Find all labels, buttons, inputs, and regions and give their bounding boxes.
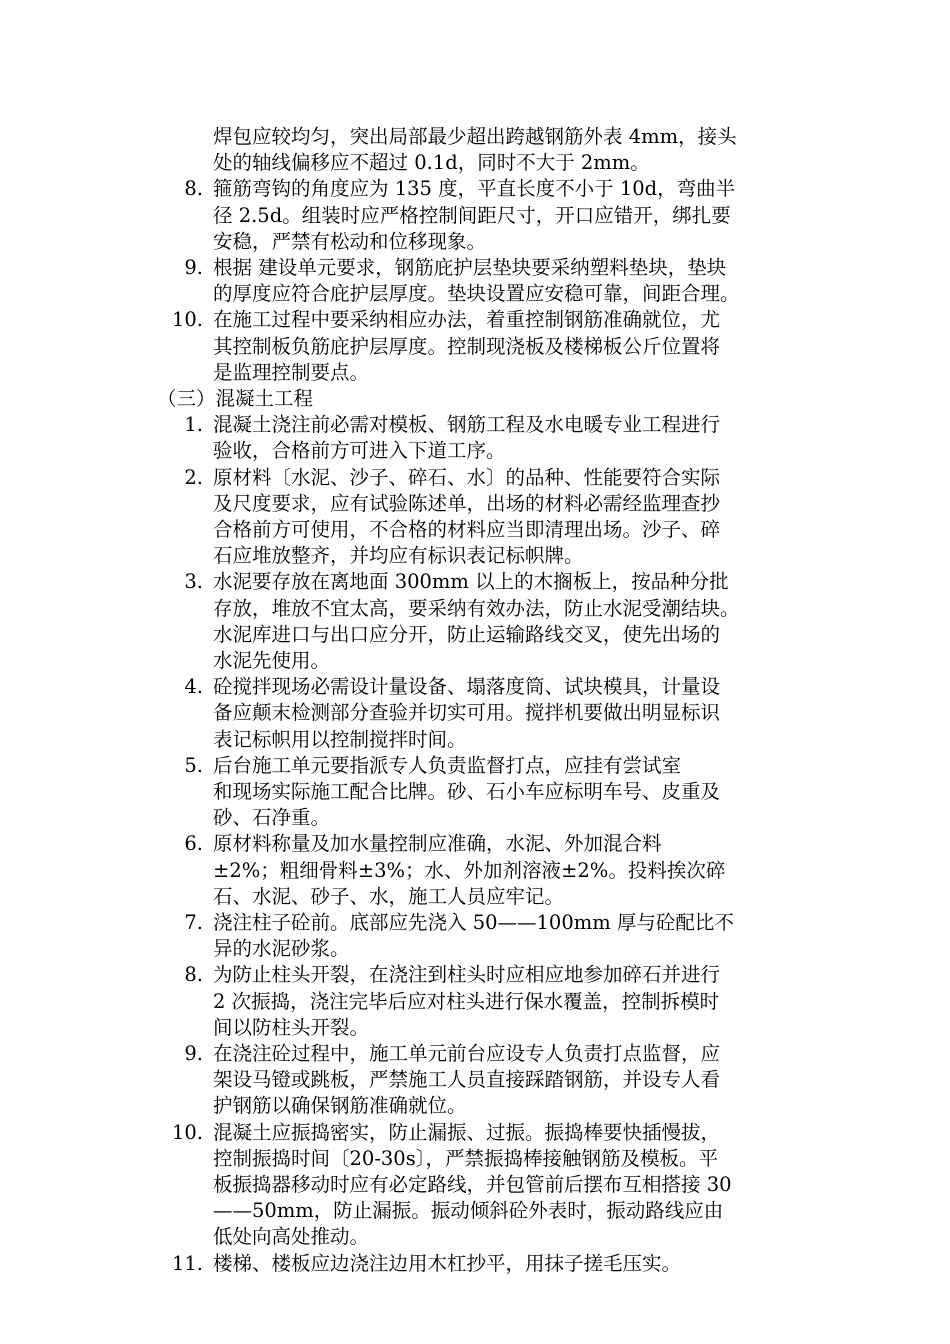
list-item-line xyxy=(0,491,950,517)
list-item-line xyxy=(0,1120,950,1146)
paragraph-line: 石、水泥、砂子、水，施工人员应牢记。 xyxy=(213,884,565,908)
paragraph-line: 及尺度要求，应有试验陈述单，出场的材料必需经监理查抄 xyxy=(213,491,721,515)
paragraph-line: 径 2.5d。组装时应严格控制间距尺寸，开口应错开，绑扎要 xyxy=(213,203,731,227)
list-item-line xyxy=(0,203,950,229)
list-item-line xyxy=(0,727,950,753)
paragraph-line: 焊包应较均匀，突出局部最少超出跨越钢筋外表 4mm，接头 xyxy=(213,125,737,148)
paragraph-line: 备应颠末检测部分查验并切实可用。搅拌机要做出明显标识 xyxy=(213,701,721,725)
paragraph-line: 板振捣器移动时应有必定路线，并包管前后摆布互相搭接 30 xyxy=(213,1173,732,1196)
continuation-line xyxy=(0,150,950,176)
item-number: 4. xyxy=(184,675,203,699)
item-number: 1. xyxy=(184,413,203,437)
paragraph-line: 原材料〔水泥、沙子、碎石、水〕的品种、性能要符合实际 xyxy=(213,465,721,489)
list-item-line xyxy=(0,543,950,569)
paragraph-line: 处的轴线偏移应不超过 0.1d，同时不大于 2mm。 xyxy=(213,151,650,175)
list-item-line xyxy=(0,700,950,726)
item-number: 9. xyxy=(184,256,203,279)
item-number: 10. xyxy=(171,1120,203,1144)
paragraph-line: ±2%；粗细骨料±3%；水、外加剂溶液±2%。投料挨次碎 xyxy=(213,858,726,882)
paragraph-line: 在施工过程中要采纳相应办法，着重控制钢筋准确就位，尤 xyxy=(213,308,721,332)
list-item-line xyxy=(0,779,950,805)
list-item-line xyxy=(0,884,950,910)
paragraph-line: 根据 建设单元要求，钢筋庇护层垫块要采纳塑料垫块，垫块 xyxy=(213,256,727,279)
list-item-line xyxy=(0,334,950,360)
list-item-line xyxy=(0,753,950,779)
list-item-line xyxy=(0,360,950,386)
list-item-line xyxy=(0,176,950,202)
paragraph-line: 安稳，严禁有松动和位移现象。 xyxy=(213,229,487,253)
paragraph-line: 验收，合格前方可进入下道工序。 xyxy=(213,439,506,463)
list-item-line xyxy=(0,989,950,1015)
section-heading-line xyxy=(0,386,950,412)
item-number: 7. xyxy=(184,911,203,934)
list-item-line xyxy=(0,1015,950,1041)
item-number: 5. xyxy=(184,753,203,777)
paragraph-line: 和现场实际施工配合比牌。砂、石小车应标明车号、皮重及 xyxy=(213,780,721,803)
list-item-line xyxy=(0,569,950,595)
paragraph-line: 低处向高处推动。 xyxy=(213,1225,370,1249)
item-number: 2. xyxy=(184,465,203,489)
paragraph-line: ——50mm，防止漏振。振动倾斜砼外表时，振动路线应由 xyxy=(213,1199,724,1223)
list-item-line xyxy=(0,438,950,464)
paragraph-line: 表记标帜用以控制搅拌时间。 xyxy=(213,727,467,751)
paragraph-line: 护钢筋以确保钢筋准确就位。 xyxy=(213,1094,467,1118)
list-item-line xyxy=(0,910,950,936)
paragraph-line: 原材料称量及加水量控制应准确，水泥、外加混合料 xyxy=(213,832,662,856)
paragraph-line: 在浇注砼过程中，施工单元前台应设专人负责打点监督，应 xyxy=(213,1042,721,1065)
list-item-line xyxy=(0,1198,950,1224)
paragraph-line: 存放，堆放不宜太高，要采纳有效办法，防止水泥受潮结块。 xyxy=(213,596,740,620)
paragraph-line: 混凝土应振捣密实，防止漏振、过振。振捣棒要快插慢拔， xyxy=(213,1120,721,1144)
paragraph-line: 为防止柱头开裂，在浇注到柱头时应相应地参加碎石并进行 xyxy=(213,963,721,987)
list-item-line xyxy=(0,936,950,962)
list-item-line xyxy=(0,307,950,333)
paragraph-line: 架设马镫或跳板，严禁施工人员直接踩踏钢筋，并设专人看 xyxy=(213,1068,721,1092)
paragraph-line: 其控制板负筋庇护层厚度。控制现浇板及楼梯板公斤位置将 xyxy=(213,334,721,358)
list-item-line xyxy=(0,229,950,255)
item-number: 6. xyxy=(184,832,203,856)
paragraph-line: 是监理控制要点。 xyxy=(213,360,370,384)
list-item-line xyxy=(0,1172,950,1198)
paragraph-line: 后台施工单元要指派专人负责监督打点，应挂有尝试室 xyxy=(213,753,682,777)
list-item-line xyxy=(0,1251,950,1277)
list-item-line xyxy=(0,465,950,491)
paragraph-line: 水泥要存放在离地面 300mm 以上的木搁板上，按品种分批 xyxy=(213,570,729,594)
paragraph-line: 浇注柱子砼前。底部应先浇入 50——100mm 厚与砼配比不 xyxy=(213,911,734,934)
list-item-line xyxy=(0,596,950,622)
paragraph-line: 砂、石净重。 xyxy=(213,806,331,830)
paragraph-line: 异的水泥砂浆。 xyxy=(213,937,350,961)
list-item-line xyxy=(0,831,950,857)
list-item-line xyxy=(0,1041,950,1067)
list-item-line xyxy=(0,255,950,281)
paragraph-line: 2 次振捣，浇注完毕后应对柱头进行保水覆盖，控制拆模时 xyxy=(213,989,720,1013)
paragraph-line: 控制振捣时间〔20-30s〕，严禁振捣棒接触钢筋及模板。平 xyxy=(213,1146,718,1170)
list-item-line xyxy=(0,1146,950,1172)
list-item-line xyxy=(0,962,950,988)
item-number: 3. xyxy=(184,570,203,594)
paragraph-line: 混凝土浇注前必需对模板、钢筋工程及水电暖专业工程进行 xyxy=(213,413,721,437)
paragraph-line: 的厚度应符合庇护层厚度。垫块设置应安稳可靠，间距合理。 xyxy=(213,282,740,306)
list-item-line xyxy=(0,1093,950,1119)
paragraph-line: 合格前方可使用，不合格的材料应当即清理出场。沙子、碎 xyxy=(213,518,721,541)
section-heading: （三）混凝土工程 xyxy=(157,387,314,410)
paragraph-line: 水泥先使用。 xyxy=(213,649,331,672)
list-item-line xyxy=(0,648,950,674)
paragraph-line: 水泥库进口与出口应分开，防止运输路线交叉，使先出场的 xyxy=(213,622,721,646)
paragraph-line: 楼梯、楼板应边浇注边用木杠抄平，用抹子搓毛压实。 xyxy=(213,1251,682,1275)
item-number: 10. xyxy=(171,308,203,332)
paragraph-line: 间以防柱头开裂。 xyxy=(213,1015,370,1039)
item-number: 8. xyxy=(184,963,203,987)
item-number: 8. xyxy=(184,177,203,201)
paragraph-line: 石应堆放整齐，并均应有标识表记标帜牌。 xyxy=(213,544,584,568)
paragraph-line: 砼搅拌现场必需设计量设备、塌落度筒、试块模具，计量设 xyxy=(213,675,721,699)
item-number: 11. xyxy=(171,1251,203,1275)
list-item-line xyxy=(0,674,950,700)
list-item-line xyxy=(0,1067,950,1093)
list-item-line xyxy=(0,412,950,438)
list-item-line xyxy=(0,858,950,884)
list-item-line xyxy=(0,622,950,648)
continuation-line xyxy=(0,124,950,150)
list-item-line xyxy=(0,281,950,307)
paragraph-line: 箍筋弯钩的角度应为 135 度，平直长度不小于 10d，弯曲半 xyxy=(213,177,736,201)
list-item-line xyxy=(0,805,950,831)
item-number: 9. xyxy=(184,1042,203,1065)
list-item-line xyxy=(0,1224,950,1250)
list-item-line xyxy=(0,517,950,543)
